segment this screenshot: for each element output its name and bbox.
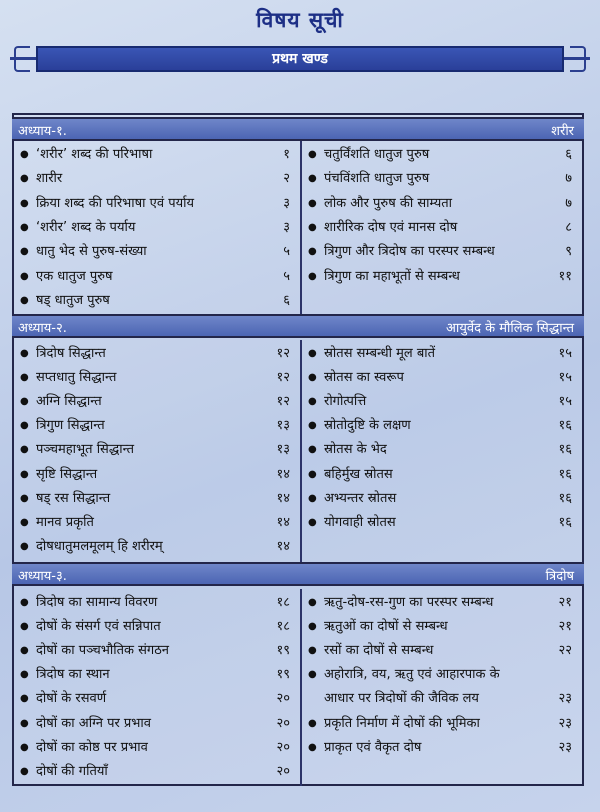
toc-entry-title: बहिर्मुख स्रोतस <box>324 466 393 482</box>
toc-entry-title: शारीरिक दोष एवं मानस दोष <box>324 219 458 235</box>
toc-entry <box>302 687 582 711</box>
bullet-icon: ● <box>20 669 29 681</box>
toc-entry-title: ऋतुओं का दोषों से सम्बन्ध <box>324 619 448 635</box>
toc-entry-title: ‘शरीर’ शब्द की परिभाषा <box>36 147 153 162</box>
toc-entry <box>302 511 582 535</box>
bullet-icon: ● <box>308 372 317 384</box>
part-banner: प्रथम खण्ड <box>36 46 564 72</box>
toc-column-right <box>302 591 582 786</box>
chapter-topic: शरीर <box>551 124 574 139</box>
toc-entry-title: अहोरात्रि, वय, ऋतु एवं आहारपाक के <box>324 667 500 683</box>
toc-entry-page: ७ <box>565 171 572 187</box>
toc-entry-title: सप्तधातु सिद्धान्त <box>36 370 117 386</box>
toc-entry <box>14 535 300 559</box>
toc-entry-title: त्रिगुण और त्रिदोष का परस्पर सम्बन्ध <box>324 244 495 260</box>
toc-entry-title: स्रोतस का स्वरूप <box>324 370 404 386</box>
toc-entry-page: १८ <box>276 619 290 635</box>
toc-entry-page: ९ <box>565 244 572 260</box>
bullet-icon: ● <box>20 540 29 552</box>
bullet-icon: ● <box>308 246 317 258</box>
toc-entry-page: १५ <box>558 370 572 386</box>
toc-entry-page: १९ <box>276 643 290 659</box>
bullet-icon: ● <box>20 149 29 160</box>
toc-entry-page: २० <box>276 763 290 779</box>
toc-entry-title: त्रिदोष का स्थान <box>36 667 110 683</box>
bullet-icon: ● <box>308 444 317 456</box>
toc-entry-page: १६ <box>558 418 572 434</box>
toc-entry-page: १९ <box>276 667 290 683</box>
chapter-topic: त्रिदोष <box>545 569 574 584</box>
toc-column-left <box>14 591 300 786</box>
toc-entry-page: ११ <box>558 268 572 284</box>
toc-entry-page: २१ <box>558 619 572 635</box>
toc-entry-title: शारीर <box>36 171 63 187</box>
bullet-icon: ● <box>20 294 29 306</box>
toc-entry <box>14 760 300 784</box>
toc-entry-page: २० <box>276 739 290 755</box>
toc-entry <box>302 390 582 414</box>
toc-entry <box>302 463 582 487</box>
toc-entry-page: १६ <box>558 514 572 530</box>
toc-entry-title: प्रकृति निर्माण में दोषों की भूमिका <box>324 715 480 731</box>
bullet-icon: ● <box>308 396 317 408</box>
bullet-icon: ● <box>308 221 317 233</box>
toc-entry-title: त्रिगुण सिद्धान्त <box>36 418 105 434</box>
bullet-icon: ● <box>20 444 29 456</box>
toc-entry-title: दोषों का अग्नि पर प्रभाव <box>36 715 152 731</box>
toc-entry-page: १४ <box>276 514 290 530</box>
toc-entry <box>302 615 582 639</box>
toc-entry-title: ऋतु-दोष-रस-गुण का परस्पर सम्बन्ध <box>324 595 494 610</box>
toc-entry <box>14 438 300 462</box>
chapter-topic: आयुर्वेद के मौलिक सिद्धान्त <box>446 321 574 336</box>
toc-entry <box>14 390 300 414</box>
bullet-icon: ● <box>20 765 29 777</box>
toc-entry-title: क्रिया शब्द की परिभाषा एवं पर्याय <box>36 195 195 211</box>
toc-entry <box>14 736 300 760</box>
toc-entry-page: १४ <box>276 538 290 554</box>
bullet-icon: ● <box>308 645 317 657</box>
toc-entry <box>302 366 582 390</box>
toc-entry <box>14 615 300 639</box>
toc-entry <box>14 240 300 264</box>
toc-entry-page: १८ <box>276 595 290 610</box>
toc-entry-page: १४ <box>276 466 290 482</box>
toc-entry-title: रोगोत्पत्ति <box>324 394 367 410</box>
bullet-icon: ● <box>20 468 29 480</box>
toc-column-left <box>14 143 300 314</box>
toc-column-left <box>14 342 300 562</box>
toc-entry-page: २३ <box>558 715 572 731</box>
toc-entry <box>302 736 582 760</box>
toc-entry-page: २० <box>276 715 290 731</box>
toc-entry <box>14 366 300 390</box>
toc-entry <box>14 639 300 663</box>
toc-entry-page: ३ <box>283 195 290 211</box>
toc-entry-page: ८ <box>565 219 572 235</box>
bullet-icon: ● <box>20 173 29 185</box>
bullet-icon: ● <box>308 741 317 753</box>
bullet-icon: ● <box>308 597 317 608</box>
toc-entry-title: अग्नि सिद्धान्त <box>36 394 102 410</box>
toc-entry <box>14 511 300 535</box>
toc-entry <box>14 687 300 711</box>
toc-entry-title: प्राकृत एवं वैकृत दोष <box>324 739 422 755</box>
chapter-number: अध्याय-१. <box>18 124 67 139</box>
toc-entry <box>14 289 300 313</box>
toc-entry-page: १३ <box>276 442 290 458</box>
toc-column-right <box>302 342 582 562</box>
toc-entry-title: स्रोतस सम्बन्धी मूल बातें <box>324 346 436 361</box>
toc-entry <box>302 712 582 736</box>
bullet-icon: ● <box>20 246 29 258</box>
toc-entry <box>14 143 300 167</box>
bullet-icon: ● <box>20 693 29 705</box>
toc-entry <box>302 487 582 511</box>
bullet-icon: ● <box>308 348 317 359</box>
toc-entry-title: दोषों की गतियाँ <box>36 763 108 779</box>
toc-entry-page: २१ <box>558 595 572 610</box>
toc-entry-page: २० <box>276 691 290 707</box>
toc-entry-title: दोषों के रसवर्ण <box>36 691 107 707</box>
toc-entry <box>14 487 300 511</box>
toc-entry <box>14 663 300 687</box>
bullet-icon: ● <box>20 741 29 753</box>
toc-column-right <box>302 143 582 314</box>
toc-entry-title: त्रिदोष सिद्धान्त <box>36 346 106 361</box>
toc-entry-page: ५ <box>283 268 290 284</box>
bullet-icon: ● <box>20 372 29 384</box>
toc-entry-page: १२ <box>276 394 290 410</box>
toc-entry-title: धातु भेद से पुरुष-संख्या <box>36 244 147 260</box>
toc-entry-title: रसों का दोषों से सम्बन्ध <box>324 643 434 659</box>
bullet-icon: ● <box>308 468 317 480</box>
toc-entry <box>14 167 300 191</box>
toc-entry-page: २३ <box>558 691 572 707</box>
toc-entry <box>302 240 582 264</box>
toc-entry <box>14 591 300 615</box>
toc-entry-page: ६ <box>565 147 572 162</box>
toc-entry-title: आधार पर त्रिदोषों की जैविक लय <box>324 691 479 707</box>
toc-entry-page: १६ <box>558 442 572 458</box>
toc-entry <box>302 663 582 687</box>
toc-entry-title: एक धातुज पुरुष <box>36 268 113 284</box>
toc-entry-page: ३ <box>283 219 290 235</box>
toc-entry <box>302 265 582 289</box>
bullet-icon: ● <box>308 669 317 681</box>
toc-entry-page: ७ <box>565 195 572 211</box>
bullet-icon: ● <box>20 197 29 209</box>
bullet-icon: ● <box>20 597 29 608</box>
toc-entry-title: अभ्यन्तर स्रोतस <box>324 490 397 506</box>
toc-entry-title: लोक और पुरुष की साम्यता <box>324 195 453 211</box>
toc-entry-title: दोषों का पञ्चभौतिक संगठन <box>36 643 170 659</box>
toc-entry-page: १२ <box>276 370 290 386</box>
chapter-header <box>12 314 584 338</box>
bullet-icon: ● <box>308 516 317 528</box>
toc-entry <box>14 712 300 736</box>
toc-entry <box>302 414 582 438</box>
banner-ornament-right <box>570 46 586 72</box>
toc-entry-page: १५ <box>558 394 572 410</box>
toc-entry <box>302 639 582 663</box>
bullet-icon: ● <box>308 149 317 160</box>
bullet-icon: ● <box>308 621 317 633</box>
chapter-header <box>12 562 584 586</box>
toc-entry-page: १ <box>283 147 290 162</box>
toc-entry <box>14 265 300 289</box>
toc-entry <box>14 192 300 216</box>
chapter-number: अध्याय-३. <box>18 569 67 584</box>
bullet-icon: ● <box>20 396 29 408</box>
toc-entry <box>302 438 582 462</box>
toc-entry-title: दोषधातुमलमूलम् हि शरीरम् <box>36 538 163 554</box>
toc-entry-page: ६ <box>283 292 290 308</box>
toc-entry-title: स्रोतस के भेद <box>324 442 387 458</box>
toc-entry-title: षड् धातुज पुरुष <box>36 292 110 308</box>
toc-entry-page: ५ <box>283 244 290 260</box>
toc-entry-title: चतुर्विंशति धातुज पुरुष <box>324 147 430 162</box>
toc-entry <box>302 591 582 615</box>
bullet-icon: ● <box>20 621 29 633</box>
bullet-icon: ● <box>308 717 317 729</box>
toc-entry-title: सृष्टि सिद्धान्त <box>36 466 98 482</box>
toc-entry-title: दोषों का कोष्ठ पर प्रभाव <box>36 739 148 755</box>
bullet-icon: ● <box>308 492 317 504</box>
toc-entry-title: त्रिदोष का सामान्य विवरण <box>36 595 158 610</box>
bullet-icon: ● <box>20 420 29 432</box>
toc-entry-page: २ <box>283 171 290 187</box>
toc-entry <box>14 342 300 366</box>
toc-entry <box>302 143 582 167</box>
toc-entry <box>302 192 582 216</box>
bullet-icon: ● <box>20 221 29 233</box>
toc-entry <box>302 216 582 240</box>
toc-entry-title: दोषों के संसर्ग एवं सन्निपात <box>36 619 161 635</box>
toc-entry-title: त्रिगुण का महाभूतों से सम्बन्ध <box>324 268 460 284</box>
bullet-icon: ● <box>308 173 317 185</box>
toc-entry-page: १६ <box>558 490 572 506</box>
toc-entry-page: १५ <box>558 346 572 361</box>
page-title: विषय सूची <box>256 8 344 32</box>
toc-entry-page: २३ <box>558 739 572 755</box>
toc-entry-page: १३ <box>276 418 290 434</box>
toc-entry-title: पंचविंशति धातुज पुरुष <box>324 171 430 187</box>
chapter-header <box>12 117 584 141</box>
bullet-icon: ● <box>308 420 317 432</box>
chapter-number: अध्याय-२. <box>18 321 67 336</box>
toc-entry-title: मानव प्रकृति <box>36 514 94 530</box>
bullet-icon: ● <box>308 270 317 282</box>
toc-entry-title: ‘शरीर’ शब्द के पर्याय <box>36 219 136 235</box>
toc-entry <box>14 414 300 438</box>
toc-entry-page: १४ <box>276 490 290 506</box>
toc-entry-title: षड् रस सिद्धान्त <box>36 490 111 506</box>
bullet-icon: ● <box>20 348 29 359</box>
toc-entry <box>302 342 582 366</box>
bullet-icon: ● <box>20 492 29 504</box>
toc-entry-page: १२ <box>276 346 290 361</box>
bullet-icon: ● <box>20 645 29 657</box>
toc-entry <box>14 216 300 240</box>
toc-entry <box>302 167 582 191</box>
bullet-icon: ● <box>20 270 29 282</box>
banner-ornament-left <box>14 46 30 72</box>
toc-entry-title: योगवाही स्रोतस <box>324 514 396 530</box>
toc-entry-title: पञ्चमहाभूत सिद्धान्त <box>36 442 135 458</box>
bullet-icon: ● <box>20 717 29 729</box>
toc-entry-page: २२ <box>558 643 572 659</box>
toc-entry-page: १६ <box>558 466 572 482</box>
toc-entry <box>14 463 300 487</box>
bullet-icon: ● <box>308 197 317 209</box>
toc-entry-title: स्रोतोदुष्टि के लक्षण <box>324 418 411 434</box>
bullet-icon: ● <box>20 516 29 528</box>
